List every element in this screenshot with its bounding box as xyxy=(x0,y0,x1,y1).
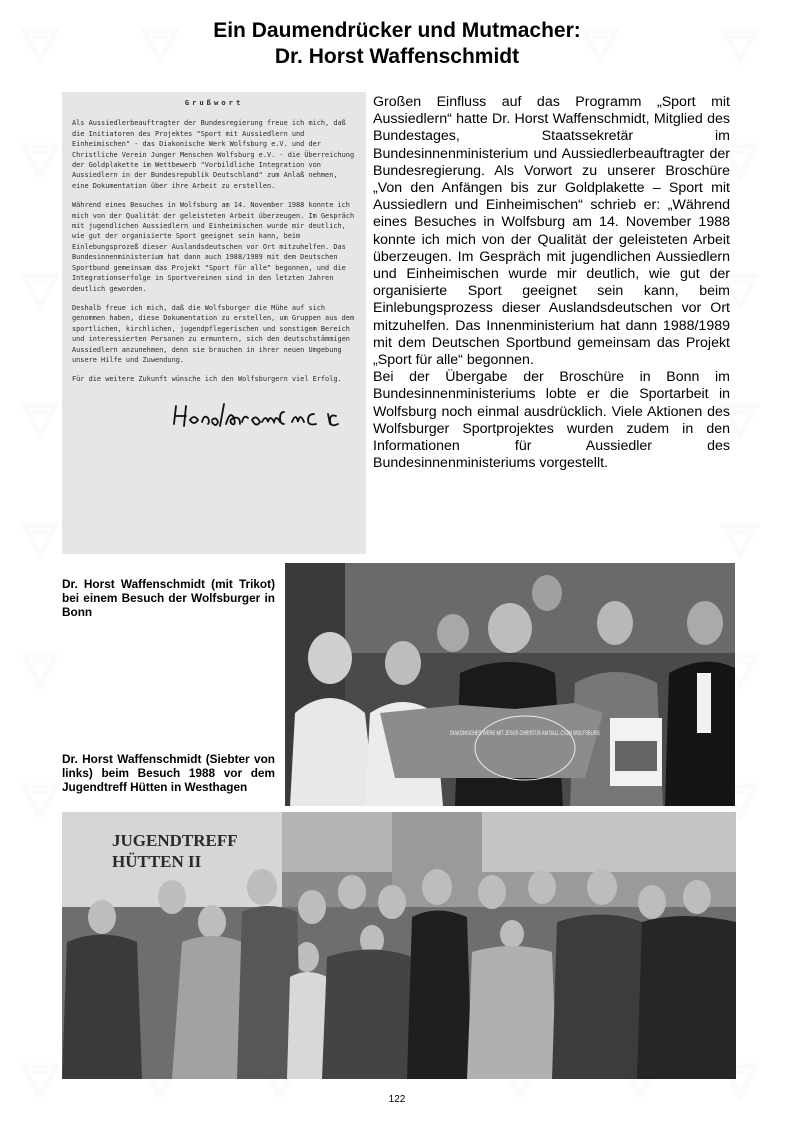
photo-jugendtreff-visit xyxy=(62,812,736,1079)
title-line-2: Dr. Horst Waffenschmidt xyxy=(274,45,520,68)
letter-paragraph-3: Deshalb freue ich mich, daß die Wolfsburger die Mühe auf sich genommen haben, diese Dokumentation zu erstellen, um Gruppen aus dem sportlichen, kirchlichen, jugendpflegerischen und sonstigem Bereich und interessierten Personen zu ermuntern, sich den deutschstämmigen Aussiedlern anzunehmen, denn sie brauchen in ihrer neuen Umgebung unsere Hilfe und Zuwendung. xyxy=(72,303,355,364)
page-number: 122 xyxy=(388,1094,406,1105)
caption-photo-1: Dr. Horst Waffenschmidt (mit Trikot) bei einem Besuch der Wolfsburger in Bonn xyxy=(62,577,275,619)
body-paragraph-2: Bei der Übergabe der Broschüre in Bonn im Bundesinnenministeriums lobte er die Sportarbeit in Wolfsburg noch einmal ausdrücklich. Viele Aktionen des Wolfsburger Sportprojektes wurden zudem in den Informationen für Aussiedler des Bundesinnenministeriums vorgestellt. xyxy=(373,369,730,472)
watermark-logo-icon xyxy=(20,400,60,440)
watermark-logo-icon xyxy=(20,140,60,180)
signature xyxy=(168,394,366,440)
letter-heading: Grußwort xyxy=(184,98,244,107)
watermark-logo-icon xyxy=(720,520,760,560)
title-line-1: Ein Daumendrücker und Mutmacher: xyxy=(213,19,581,42)
page-title xyxy=(0,18,794,70)
caption-photo-2: Dr. Horst Waffenschmidt (Siebter von links) beim Besuch 1988 vor dem Jugendtreff Hütten in Westhagen xyxy=(62,752,275,794)
letter-paragraph-1: Als Aussiedlerbeauftragter der Bundesregierung freue ich mich, daß die Initiatoren des Projektes "Sport mit Aussiedlern und Einheimischen" - das Diakonische Werk Wolfsburg e.V. und der Christliche Verein Junger Menschen Wolfsburg e.V. - die Überreichung der Goldplakette im Wettbewerb "Vorbildliche Integration von Aussiedlern in der Bundesrepublik Deutschland" zum Anlaß nehmen, eine Dokumentation über ihre Arbeit zu erstellen. xyxy=(72,119,355,190)
letter-paragraph-4: Für die weitere Zukunft wünsche ich den Wolfsburgern viel Erfolg. xyxy=(72,375,342,384)
watermark-logo-icon xyxy=(20,520,60,560)
body-text xyxy=(373,94,730,472)
watermark-logo-icon xyxy=(20,780,60,820)
sign-line-2: HÜTTEN II xyxy=(112,852,202,871)
watermark-logo-icon xyxy=(20,270,60,310)
sign-line-1: JUGENDTREFF xyxy=(112,831,238,850)
watermark-logo-icon xyxy=(20,650,60,690)
letter-paragraph-2: Während eines Besuches in Wolfsburg am 14. November 1988 konnte ich mich von der Qualität der geleisteten Arbeit überzeugen. Im Gespräch mit jugendlichen Aussiedlern und Einheimischen wurde mir deutlich, wie gut der organisierte Sport geeignet sein kann, beim Einlebungsprozeß dieser Auslandsdeutschen vor Ort mitzuhelfen. Das Bundesinnenministerium hat dann auch 1988/1989 mit dem Deutschen Sportbund gemeinsam das Projekt "Sport für alle" begonnen, und die Integrationserfolge in Sportvereinen sind in den letzten Jahren deutlich geworden. xyxy=(72,201,355,293)
body-paragraph-1: Großen Einfluss auf das Programm „Sport mit Aussiedlern“ hatte Dr. Horst Waffenschmidt, Mitglied des Bundestages, Staatssekretär im Bundesinnenministerium und Aussiedlerbeauftragter der Bundesregierung. Als Vorwort zu unserer Broschüre „Von den Anfängen bis zur Goldplakette – Sport mit Aussiedlern und Einheimischen“ schrieb er: „Während eines Besuches in Wolfsburg am 14. November 1988 konnte ich mich von der Qualität der geleisteten Arbeit überzeugen. Im Gespräch mit jugendlichen Aussiedlern und Einheimischen wurde mir deutlich, wie gut der organisierte Sport geeignet sein kann, beim Einlebungsprozess dieser Auslandsdeutschen vor Ort mitzuhelfen. Das Innenministerium hat dann 1988/1989 mit dem Deutschen Sportbund gemeinsam das Projekt „Sport für alle“ begonnen. xyxy=(373,94,730,369)
letter-scan xyxy=(62,92,366,554)
shirt-print: DIAKONISCHES WERK MIT JESUS CHRISTUS AM BALL CVJM WOLFSBURG xyxy=(450,730,600,737)
photo-bonn-visit xyxy=(285,563,735,806)
